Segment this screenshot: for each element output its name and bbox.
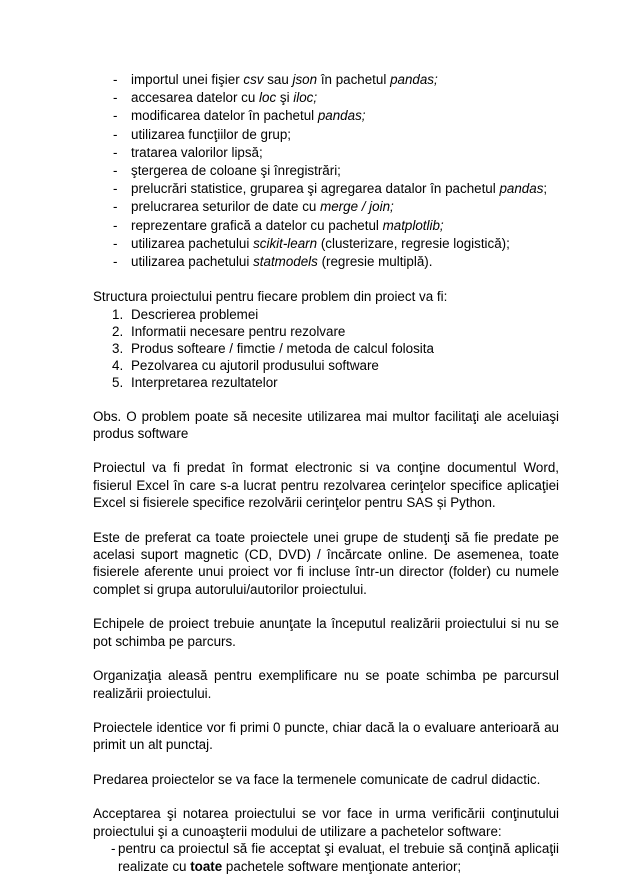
spacer	[93, 788, 559, 805]
paragraph-identice: Proiectele identice vor fi primi 0 puncte, chiar dacă la o evaluare anterioară au primit un alt punctaj.	[93, 719, 559, 753]
structure-list	[93, 306, 559, 391]
requirements-list	[93, 840, 559, 876]
paragraph-organizatia: Organizaţia aleasă pentru exemplificare nu se poate schimba pe parcursul realizării proiectului.	[93, 668, 559, 701]
list-item: - modificarea datelor în pachetul pandas;	[93, 107, 559, 125]
spacer	[93, 650, 559, 667]
document-page	[93, 71, 559, 876]
paragraph-predarea: Predarea proiectelor se va face la termenele comunicate de cadrul didactic.	[93, 771, 541, 787]
list-item: 2. Informatii necesare pentru rezolvare	[112, 323, 346, 339]
list-item: - reprezentare grafică a datelor cu pachetul matplotlib;	[93, 217, 559, 235]
list-item: - utilizarea pachetului scikit-learn (clusterizare, regresie logistică);	[93, 235, 559, 253]
list-item: 1. Descrierea problemei	[112, 306, 259, 322]
topics-list	[93, 71, 559, 271]
paragraph-obs: Obs. O problem poate să necesite utilizarea mai multor facilitaţi ale aceluiaşi produs software	[93, 408, 559, 442]
spacer	[93, 442, 559, 459]
list-item: - prelucrări statistice, gruparea şi agregarea datalor în pachetul pandas;	[93, 180, 559, 198]
spacer	[93, 754, 559, 771]
spacer	[93, 271, 559, 288]
list-item: 3. Produs softeare / fimctie / metoda de calcul folosita	[112, 340, 434, 356]
list-item: - pentru ca proiectul să fie acceptat şi evaluat, el trebuie să conţină aplicaţii realizate cu toate pachetele software menţionate anterior;	[93, 840, 559, 876]
list-item: - accesarea datelor cu loc şi iloc;	[93, 89, 559, 107]
spacer	[93, 391, 559, 408]
list-item: - importul unei fişier csv sau json în pachetul pandas;	[93, 71, 559, 89]
list-item: 5. Interpretarea rezultatelor	[112, 374, 278, 390]
spacer	[93, 598, 559, 615]
list-item: - utilizarea pachetului statmodels (regresie multiplă).	[93, 253, 559, 271]
list-item: - ştergerea de coloane şi înregistrări;	[93, 162, 559, 180]
structure-intro: Structura proiectului pentru fiecare problem din proiect va fi:	[93, 289, 448, 305]
list-item: - tratarea valorilor lipsă;	[93, 144, 559, 162]
list-item: - prelucrarea seturilor de date cu merge / join;	[93, 198, 559, 216]
list-item: 4. Pezolvarea cu ajutoril produsului software	[112, 357, 379, 373]
paragraph-predat: Proiectul va fi predat în format electronic si va conţine documentul Word, fisierul Excel în care s-a lucrat pentru rezolvarea cerinţelor specifice aplicaţiei Excel si fisierele specifice rezolvării cerinţelor pentru SAS și Python.	[93, 460, 559, 511]
list-item: - utilizarea funcţiilor de grup;	[93, 126, 559, 144]
paragraph-grupe: Este de preferat ca toate proiectele unei grupe de studenţi să fie predate pe acelasi suport magnetic (CD, DVD) / încărcate online. De asemenea, toate fisierele aferente unui proiect vor fi incluse într-un director (folder) cu numele complet si grupa autorului/autorilor proiectului.	[93, 529, 559, 597]
spacer	[93, 702, 559, 719]
spacer	[93, 512, 559, 529]
paragraph-echipe: Echipele de proiect trebuie anunţate la începutul realizării proiectului si nu se pot schimba pe parcurs.	[93, 616, 559, 649]
paragraph-acceptarea: Acceptarea şi notarea proiectului se vor face in urma verificării conţinutului proiectului şi a cunoaşterii modului de utilizare a pachetelor software:	[93, 806, 559, 839]
